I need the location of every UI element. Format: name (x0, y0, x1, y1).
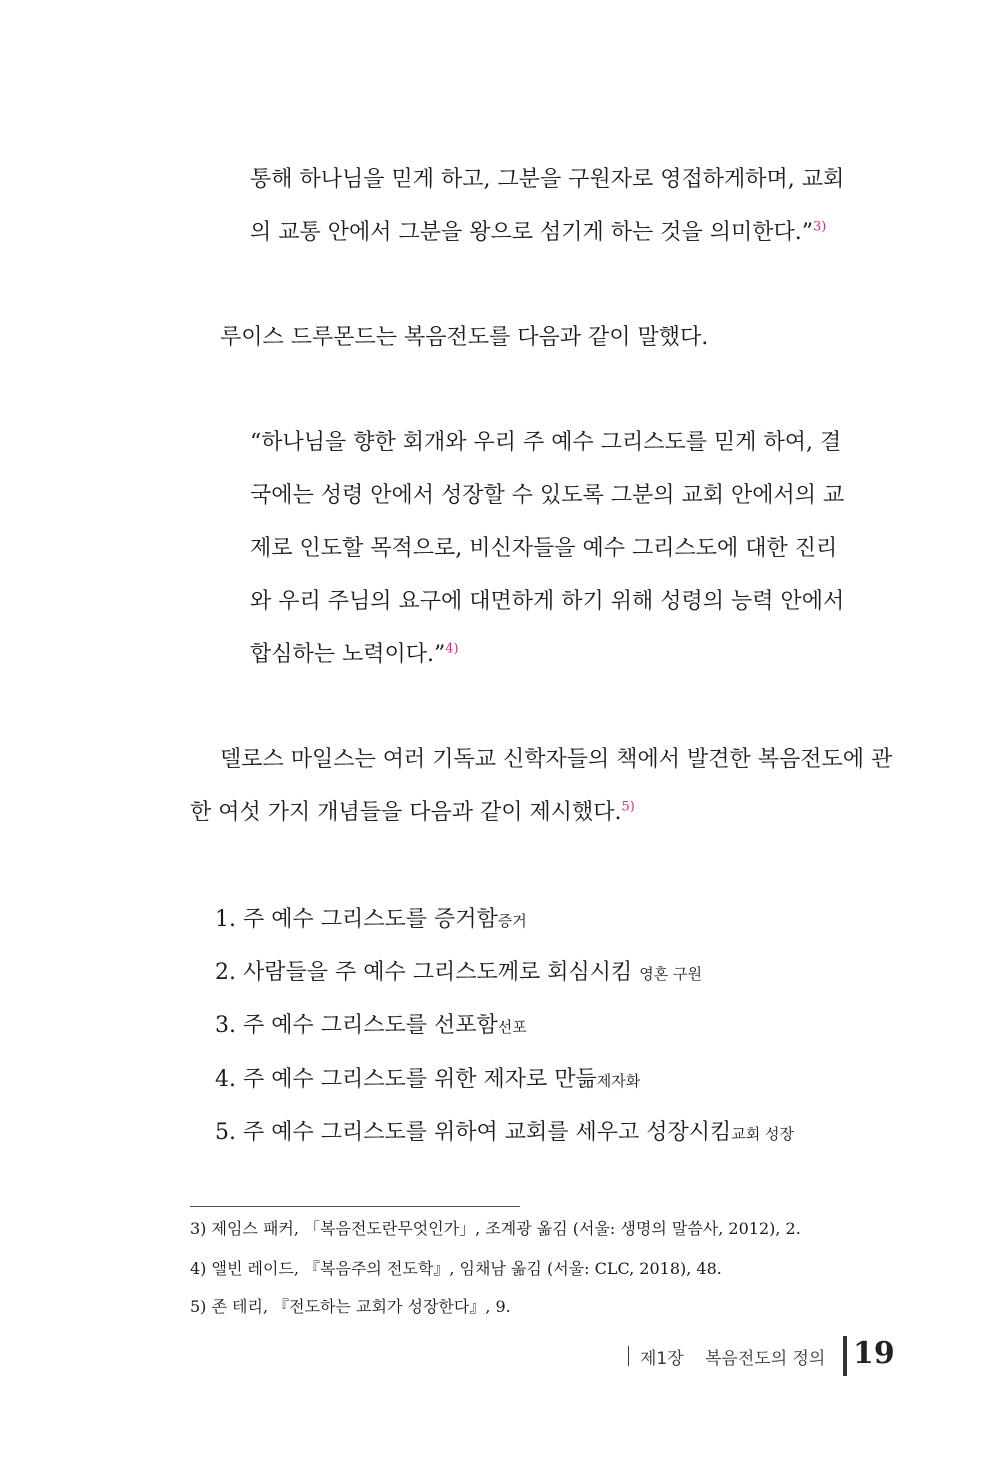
list-item-tag: 제자화 (596, 1072, 641, 1090)
list-item-tag: 증거 (497, 912, 527, 930)
paragraph-miles-line1: 델로스 마일스는 여러 기독교 신학자들의 책에서 발견한 복음전도에 관 (220, 747, 893, 772)
footer-divider-thin (628, 1346, 629, 1366)
footer-chapter: 제1장 (640, 1349, 684, 1369)
footer-divider-thick (843, 1336, 847, 1376)
list-item-text: 4. 주 예수 그리스도를 위한 제자로 만듦 (215, 1067, 597, 1092)
paragraph-miles-line2-text: 한 여섯 가지 개념들을 다음과 같이 제시했다. (190, 800, 622, 825)
quote2-line5-text: 합심하는 노력이다.” (250, 642, 446, 667)
footer-title: 복음전도의 정의 (705, 1349, 826, 1369)
page-number: 19 (853, 1336, 895, 1371)
list-item-text: 5. 주 예수 그리스도를 위하여 교회를 세우고 성장시킴 (215, 1120, 732, 1145)
list-item (215, 1065, 640, 1096)
list-item (215, 1011, 527, 1042)
footnote-ref-4[interactable]: 4) (445, 641, 459, 657)
quote1-line1: 통해 하나님을 믿게 하고, 그분을 구원자로 영접하게하며, 교회 (250, 167, 845, 192)
quote2-line1: “하나님을 향한 회개와 우리 주 예수 그리스도를 믿게 하여, 결 (250, 430, 842, 455)
paragraph-miles-line2 (190, 798, 635, 828)
footnote-divider (190, 1206, 520, 1207)
footnote-ref-3[interactable]: 3) (812, 219, 827, 235)
quote2-line4: 와 우리 주님의 요구에 대면하게 하기 위해 성령의 능력 안에서 (250, 589, 845, 614)
list-item (215, 905, 527, 936)
footnote-3: 3) 제임스 패커, 「복음전도란무엇인가」, 조계광 옮김 (서울: 생명의 말씀사, 2012), 2. (190, 1219, 801, 1238)
list-item (215, 1118, 794, 1149)
paragraph-drummond: 루이스 드루몬드는 복음전도를 다음과 같이 말했다. (220, 325, 709, 350)
footnote-ref-5[interactable]: 5) (621, 799, 635, 815)
footnote-4: 4) 앨빈 레이드, 『복음주의 전도학』, 임채남 옮김 (서울: CLC, 2018), 48. (190, 1259, 722, 1278)
quote1-line2 (250, 218, 826, 248)
list-item-tag: 영혼 구원 (639, 965, 702, 983)
list-item-tag: 교회 성장 (731, 1125, 794, 1143)
footnote-5: 5) 존 테리, 『전도하는 교회가 성장한다』, 9. (190, 1297, 511, 1316)
quote2-line3: 제로 인도할 목적으로, 비신자들을 예수 그리스도에 대한 진리 (250, 536, 838, 561)
list-item-tag: 선포 (497, 1018, 527, 1036)
list-item-text: 3. 주 예수 그리스도를 선포함 (215, 1013, 498, 1038)
list-item-text: 1. 주 예수 그리스도를 증거함 (215, 907, 498, 932)
list-item-text: 2. 사람들을 주 예수 그리스도께로 회심시킴 (215, 960, 633, 985)
quote2-line5 (250, 640, 459, 670)
quote1-line2-text: 의 교통 안에서 그분을 왕으로 섬기게 하는 것을 의미한다.” (250, 220, 813, 245)
list-item (215, 958, 702, 989)
quote2-line2: 국에는 성령 안에서 성장할 수 있도록 그분의 교회 안에서의 교 (250, 483, 845, 508)
